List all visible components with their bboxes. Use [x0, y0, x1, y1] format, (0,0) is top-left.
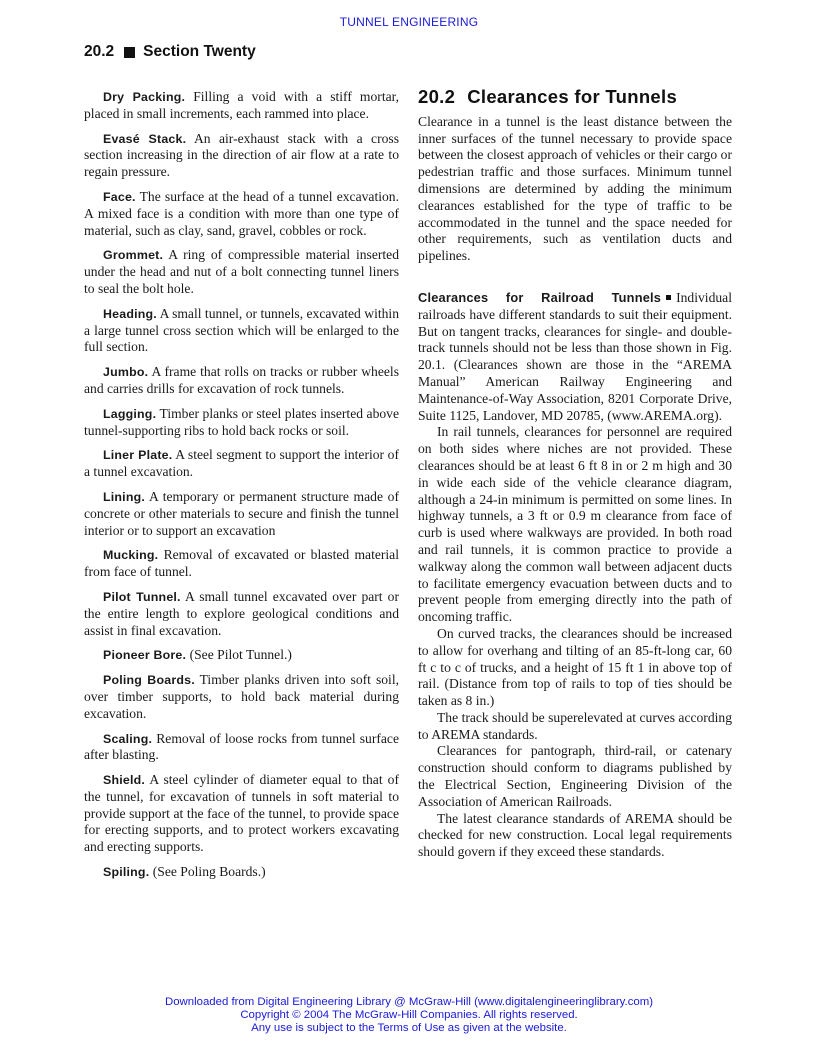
glossary-definition: A steel segment to support the interior of a tunnel excavation.: [84, 447, 399, 480]
subheading-text: Individual railroads have different standards to suit their equipment. But on tangent tracks, clearances for single- and double-track tunnels should not be less than those shown in Fig. 20.1. (Clearances shown are those in the “AREMA Manual” American Railway Engineering and Maintenance-of-Way Association, 8201 Corporate Drive, Suite 1125, Landover, MD 20785, (www.AREMA.org).: [418, 289, 732, 423]
clearances-column: [418, 86, 732, 861]
glossary-term: Dry Packing.: [103, 90, 186, 104]
glossary-entry: [84, 772, 399, 856]
glossary-term: Liner Plate.: [103, 448, 173, 463]
glossary-entry: [84, 131, 399, 181]
book-title-header: TUNNEL ENGINEERING: [339, 15, 479, 29]
glossary-entry: [84, 672, 399, 722]
glossary-term: Shield.: [103, 773, 146, 788]
footer: [0, 996, 818, 1036]
glossary-term: Pioneer Bore.: [103, 648, 187, 663]
glossary-definition: A temporary or permanent structure made of concrete or other materials to secure and finish the tunnel interior or to support an excavation: [84, 488, 399, 538]
glossary-entry: [84, 306, 399, 356]
section-label: Section Twenty: [143, 43, 256, 60]
glossary-definition: Timber planks or steel plates inserted above tunnel-supporting ribs to hold back rocks or soil.: [84, 405, 399, 438]
body-paragraph: In rail tunnels, clearances for personnel are required on both sides where niches are not provided. These clearances should be at least 6 ft 8 in or 2 m high and 30 in wide each side of the vehicle clearance diagram, although a 24-in minimum is permitted on some lines. In highway tunnels, a 3 ft or 0.9 m clearance from face of curb is used where walkways are provided. In both road and rail tunnels, it is common practice to provide a walkway along the common wall between adjacent ducts to facilitate emergency evacuation between ducts and to prevent people from emerging directly into the path of oncoming traffic.: [418, 424, 732, 625]
glossary-definition: A frame that rolls on tracks or rubber wheels and carries drills for excavation of rock tunnels.: [84, 364, 399, 396]
glossary-term: Evasé Stack.: [103, 131, 187, 146]
glossary-entry: [84, 647, 399, 664]
glossary-term: Pilot Tunnel.: [103, 589, 181, 604]
section-heading: [418, 86, 732, 107]
glossary-term: Spiling.: [103, 865, 150, 880]
subheading: Clearances for Railroad Tunnels: [418, 289, 662, 305]
glossary-entry: [84, 447, 399, 481]
glossary-definition: Timber planks driven into soft soil, over timber supports, to hold back material during excavation.: [84, 672, 399, 721]
glossary-definition: Removal of loose rocks from tunnel surface after blasting.: [84, 730, 400, 763]
intro-paragraph: Clearance in a tunnel is the least distance between the inner surfaces of the tunnel necessary to provide space between the closest approach of vehicles or their cargo or pedestrian traffic and those surfaces. Minimum tunnel dimensions are determined by adding the minimum clearances established for the type of traffic to be accommodated in the tunnel and the space needed for other requirements, such as ventilation ducts and pipelines.: [418, 113, 732, 264]
glossary-definition: (See Poling Boards.): [152, 864, 266, 880]
glossary-entry: [84, 864, 399, 881]
body-paragraph: The track should be superelevated at curves according to AREMA standards.: [418, 709, 732, 742]
footer-copyright: Copyright © 2004 The McGraw-Hill Companies. All rights reserved.: [240, 1009, 578, 1022]
glossary-term: Poling Boards.: [103, 673, 195, 688]
body-paragraph: The latest clearance standards of AREMA should be checked for new construction. Local legal requirements should govern if they exceed these standards.: [418, 810, 732, 860]
glossary-definition: A small tunnel, or tunnels, excavated within a large tunnel cross section which will be enlarged to the full section.: [84, 305, 399, 355]
square-bullet-icon: [666, 295, 671, 300]
glossary-entry: [84, 89, 399, 123]
footer-download-link[interactable]: Downloaded from Digital Engineering Library @ McGraw-Hill (www.digitalengineeringlibrary.com): [164, 996, 654, 1008]
glossary-definition: Filling a void with a stiff mortar, placed in small increments, each rammed into place.: [84, 89, 400, 121]
glossary-entry: [84, 589, 399, 639]
glossary-column: [84, 89, 399, 889]
glossary-entry: [84, 189, 399, 239]
railroad-paragraph: [418, 290, 732, 424]
glossary-term: Lagging.: [103, 406, 157, 421]
glossary-term: Mucking.: [103, 548, 159, 563]
glossary-entry: [84, 731, 399, 765]
body-paragraph: On curved tracks, the clearances should be increased to allow for overhang and tilting of an 85-ft-long car, 60 ft c to c of trucks, and a height of 15 ft 1 in above top of rail. (Distance from top of rails to top of ties should be taken as 8 in.): [418, 625, 732, 709]
glossary-entry: [84, 489, 399, 539]
glossary-definition: Removal of excavated or blasted material from face of tunnel.: [84, 547, 399, 580]
glossary-definition: A steel cylinder of diameter equal to that of the tunnel, for excavation of tunnels in soft material to provide support at the face of the tunnel, to provide space for erecting supports, and to protect workers excavating and erecting supports.: [84, 772, 399, 855]
section-heading-number: 20.2: [418, 86, 456, 107]
glossary-term: Grommet.: [103, 248, 164, 263]
running-head: [84, 43, 256, 61]
footer-terms: Any use is subject to the Terms of Use as given at the website.: [251, 1022, 567, 1035]
glossary-entry: [84, 364, 399, 398]
glossary-definition: A small tunnel excavated over part or the entire length to explore geological conditions and assist in final excavation.: [84, 588, 399, 638]
glossary-definition: (See Pilot Tunnel.): [189, 647, 292, 663]
glossary-entry: [84, 247, 399, 297]
glossary-term: Jumbo.: [103, 365, 149, 380]
body-paragraph: Clearances for pantograph, third-rail, or catenary construction should conform to diagrams published by the Electrical Section, Engineering Division of the Association of American Railroads.: [418, 743, 732, 809]
glossary-term: Scaling.: [103, 731, 153, 746]
square-bullet-icon: [124, 47, 135, 58]
glossary-entry: [84, 547, 399, 581]
section-number: 20.2: [84, 43, 115, 60]
glossary-definition: The surface at the head of a tunnel excavation. A mixed face is a condition with more than one type of material, such as clay, sand, gravel, cobbles or rock.: [84, 188, 399, 238]
glossary-term: Heading.: [103, 306, 157, 321]
glossary-entry: [84, 406, 399, 440]
glossary-term: Face.: [103, 189, 136, 204]
section-heading-title: Clearances for Tunnels: [467, 86, 678, 107]
glossary-definition: A ring of compressible material inserted under the head and nut of a bolt connecting tunnel liners to seal the bolt hole.: [84, 247, 399, 296]
glossary-definition: An air-exhaust stack with a cross section increasing in the direction of air flow at a rate to regain pressure.: [84, 130, 399, 180]
glossary-term: Lining.: [103, 489, 146, 504]
